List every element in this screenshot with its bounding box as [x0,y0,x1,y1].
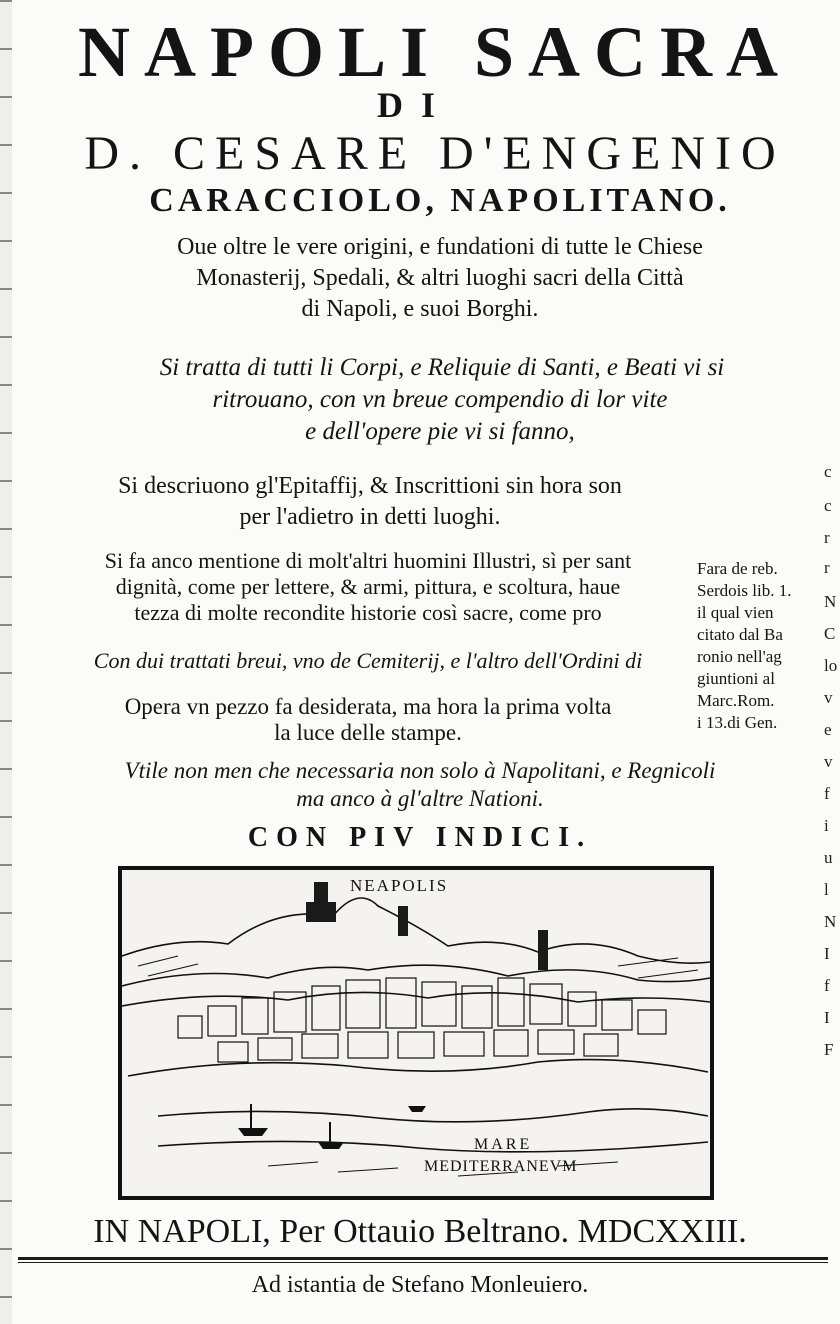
margin-note-line: Serdois lib. 1. [697,581,792,600]
edge-letter: N [824,912,837,931]
edge-letter: f [824,976,830,995]
imprint-rule-thin [18,1262,828,1263]
description-line: Con dui trattati breui, vno de Cemiterij, e l'altro dell'Ordini di [93,648,643,673]
description-line: ritrouano, con vn breue compendio di lor vite [212,386,668,413]
edge-letter: e [824,720,832,739]
edge-letter: I [824,944,830,963]
description-line: Si descriuono gl'Epitaffij, & Inscrittioni sin hora son [118,473,622,499]
description-line: Si tratta di tutti li Corpi, e Reliquie di Santi, e Beati vi si [159,354,725,381]
edge-letter: lo [824,656,838,675]
naples-engraving [118,866,714,1200]
imprint-rule [18,1257,828,1260]
margin-note-line: Fara de reb. [697,559,778,578]
indices-note: CON PIV INDICI. [247,822,593,853]
author-name: D. CESARE D'ENGENIO [84,127,786,180]
description-line: e dell'opere pie vi si fanno, [305,418,575,445]
margin-note-line: il qual vien [697,603,774,622]
binding-holes [0,0,12,1324]
edge-letter: f [824,784,830,803]
description-line: la luce delle stampe. [274,720,462,745]
edge-letter: l [824,880,829,899]
description-line: Si fa anco mentione di molt'altri huomini Illustri, sì per sant [104,548,632,573]
edge-letter: i [824,816,829,835]
margin-note-line: ronio nell'ag [697,647,782,666]
imprint-line: IN NAPOLI, Per Ottauio Beltrano. MDCXXIII. [93,1213,747,1250]
engraving-drawing [118,866,714,1200]
description-line: Opera vn pezzo fa desiderata, ma hora la prima volta [124,694,612,719]
description-line: dignità, come per lettere, & armi, pittura, e scoltura, haue [115,574,621,599]
edge-letter: I [824,1008,830,1027]
engraving-label-mare: MARE [474,1136,533,1153]
description-line: ma anco à gl'altre Nationi. [296,786,544,811]
patron-line: Ad istantia de Stefano Monleuiero. [251,1272,589,1298]
description-line: per l'adietro in detti luoghi. [239,504,501,530]
margin-note-line: giuntioni al [697,669,775,688]
edge-letter: F [824,1040,834,1059]
edge-letter: c [824,496,832,515]
edge-letter: v [824,688,833,707]
edge-letter: c [824,462,832,481]
edge-letter: N [824,592,837,611]
description-line: Oue oltre le vere origini, e fundationi di tutte le Chiese [177,234,703,260]
author-origin: CARACCIOLO, NAPOLITANO. [149,182,731,219]
margin-note-line: citato dal Ba [697,625,783,644]
edge-letter: u [824,848,833,867]
margin-note-line: i 13.di Gen. [697,713,778,732]
edge-letter: C [824,624,836,643]
description-line: tezza di molte recondite historie così sacre, come pro [134,600,602,625]
book-title: NAPOLI SACRA [77,12,793,92]
edge-letter: r [824,528,830,547]
description-line: di Napoli, e suoi Borghi. [301,296,539,322]
edge-letter: v [824,752,833,771]
description-line: Vtile non men che necessaria non solo à Napolitani, e Regnicoli [124,758,716,783]
edge-letter: r [824,558,830,577]
margin-note-line: Marc.Rom. [697,691,775,710]
engraving-label-neapolis: NEAPOLIS [350,876,449,895]
description-line: Monasterij, Spedali, & altri luoghi sacri della Città [196,265,684,291]
title-di: DI [376,85,453,125]
engraving-label-mediterraneum: MEDITERRANEVM [424,1158,578,1175]
